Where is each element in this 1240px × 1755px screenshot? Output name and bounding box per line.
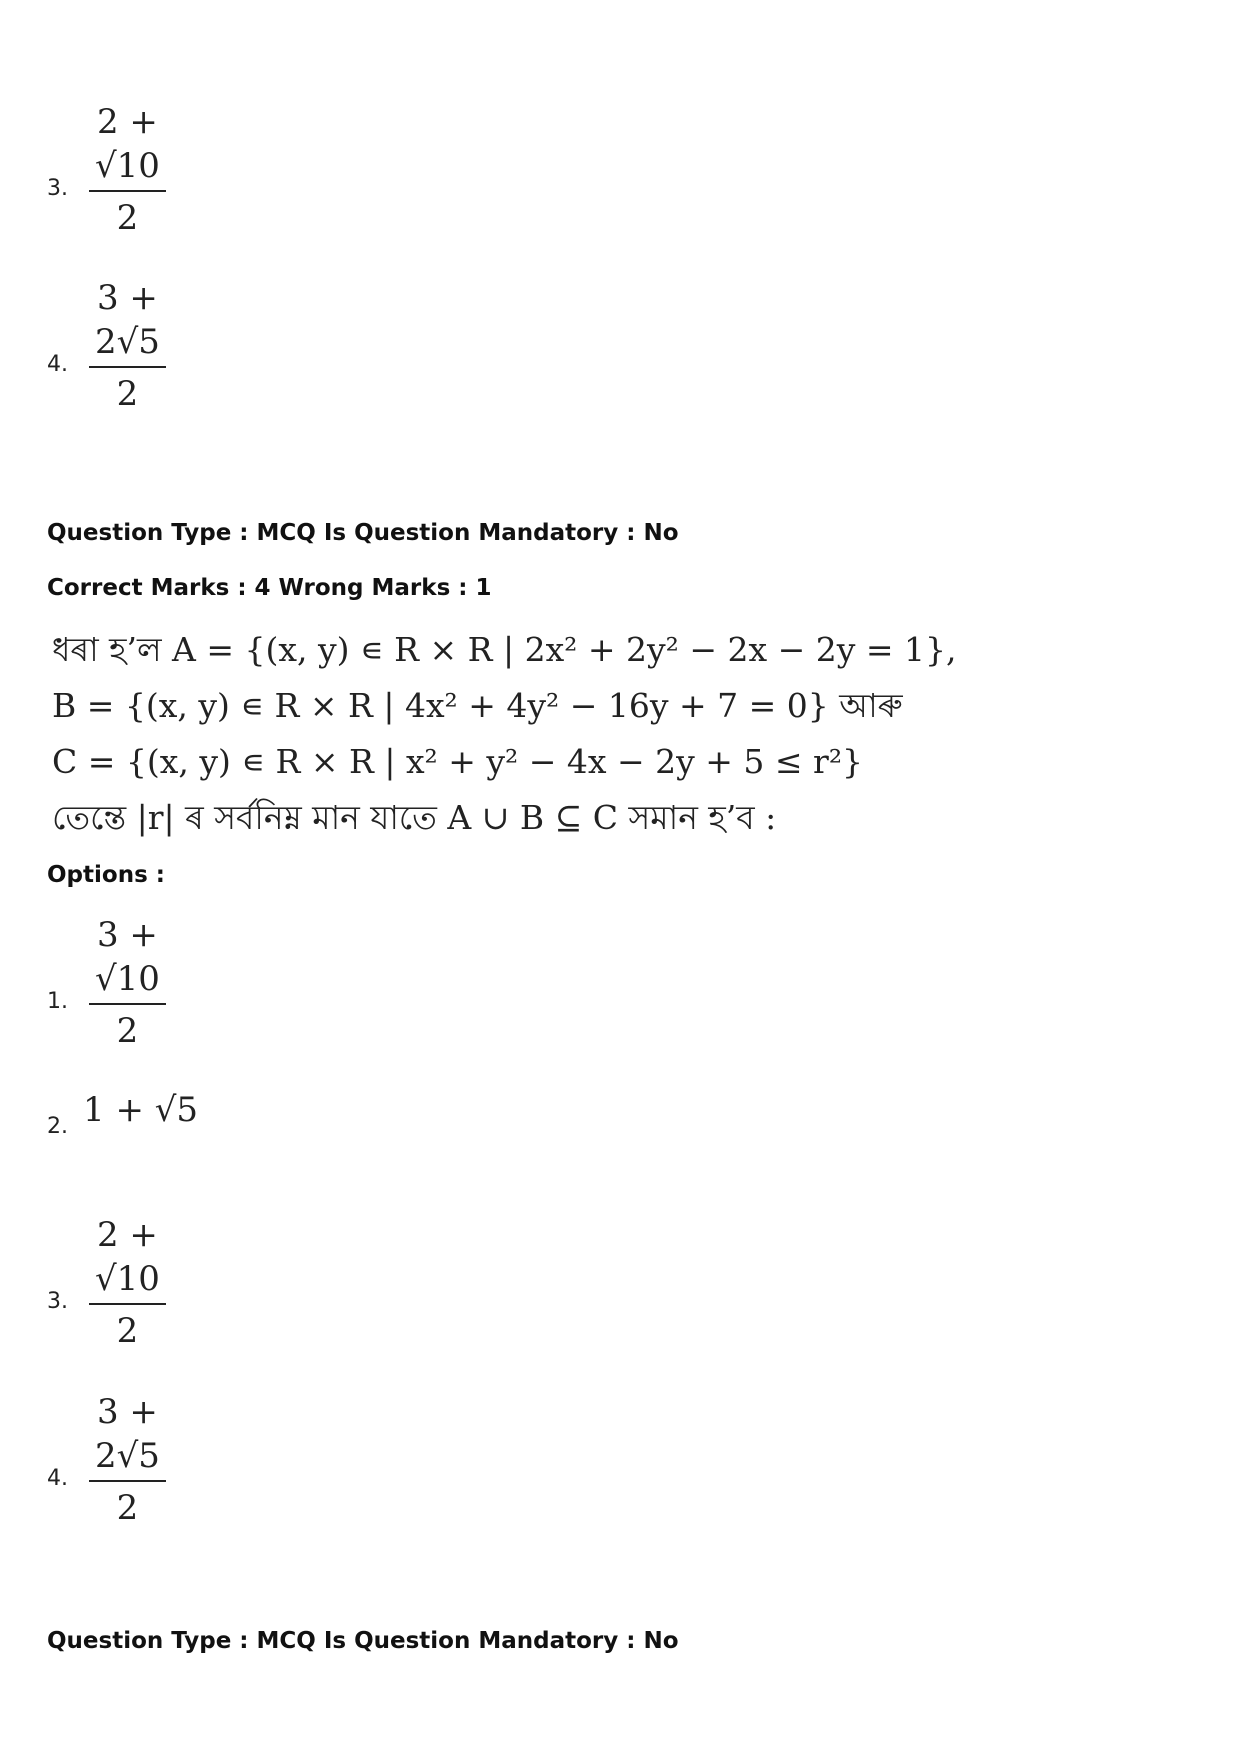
denominator: 2 <box>116 1011 139 1051</box>
numerator: 2 + √10 <box>89 100 166 192</box>
option-number: 1. <box>47 989 68 1014</box>
option-fraction <box>89 1213 166 1353</box>
numerator: 3 + √10 <box>89 913 166 1005</box>
numerator: 2 + √10 <box>89 1213 166 1305</box>
denominator: 2 <box>116 1311 139 1351</box>
option-fraction <box>89 913 166 1053</box>
option-expression: 1 + √5 <box>83 1090 199 1130</box>
question-line-3: C = {(x, y) ∊ R × R | x² + y² − 4x − 2y + 5 ≤ r²} <box>52 742 864 781</box>
question-marks-line: Correct Marks : 4 Wrong Marks : 1 <box>47 575 492 601</box>
option-number: 2. <box>47 1114 68 1139</box>
question-line-2: B = {(x, y) ∊ R × R | 4x² + 4y² − 16y + 7 = 0} আৰু <box>52 686 903 725</box>
question-text <box>52 622 957 846</box>
denominator: 2 <box>116 198 139 238</box>
question-line-4: তেন্তে |r| ৰ সৰ্বনিম্ন মান যাতে A ∪ B ⊆ C সমান হ’ব : <box>52 798 777 837</box>
option-number: 3. <box>47 1289 68 1314</box>
numerator: 3 + 2√5 <box>89 276 166 368</box>
option-number: 3. <box>47 176 68 201</box>
question-type-line: Question Type : MCQ Is Question Mandatory : No <box>47 520 679 546</box>
options-label: Options : <box>47 862 165 888</box>
next-question-type-line: Question Type : MCQ Is Question Mandatory : No <box>47 1628 679 1654</box>
denominator: 2 <box>116 1488 139 1528</box>
option-number: 4. <box>47 352 68 377</box>
question-line-1: ধৰা হ’ল A = {(x, y) ∊ R × R | 2x² + 2y² − 2x − 2y = 1}, <box>52 630 957 669</box>
option-fraction <box>89 100 166 240</box>
option-fraction <box>89 1390 166 1530</box>
numerator: 3 + 2√5 <box>89 1390 166 1482</box>
option-number: 4. <box>47 1466 68 1491</box>
option-fraction <box>89 276 166 416</box>
denominator: 2 <box>116 374 139 414</box>
